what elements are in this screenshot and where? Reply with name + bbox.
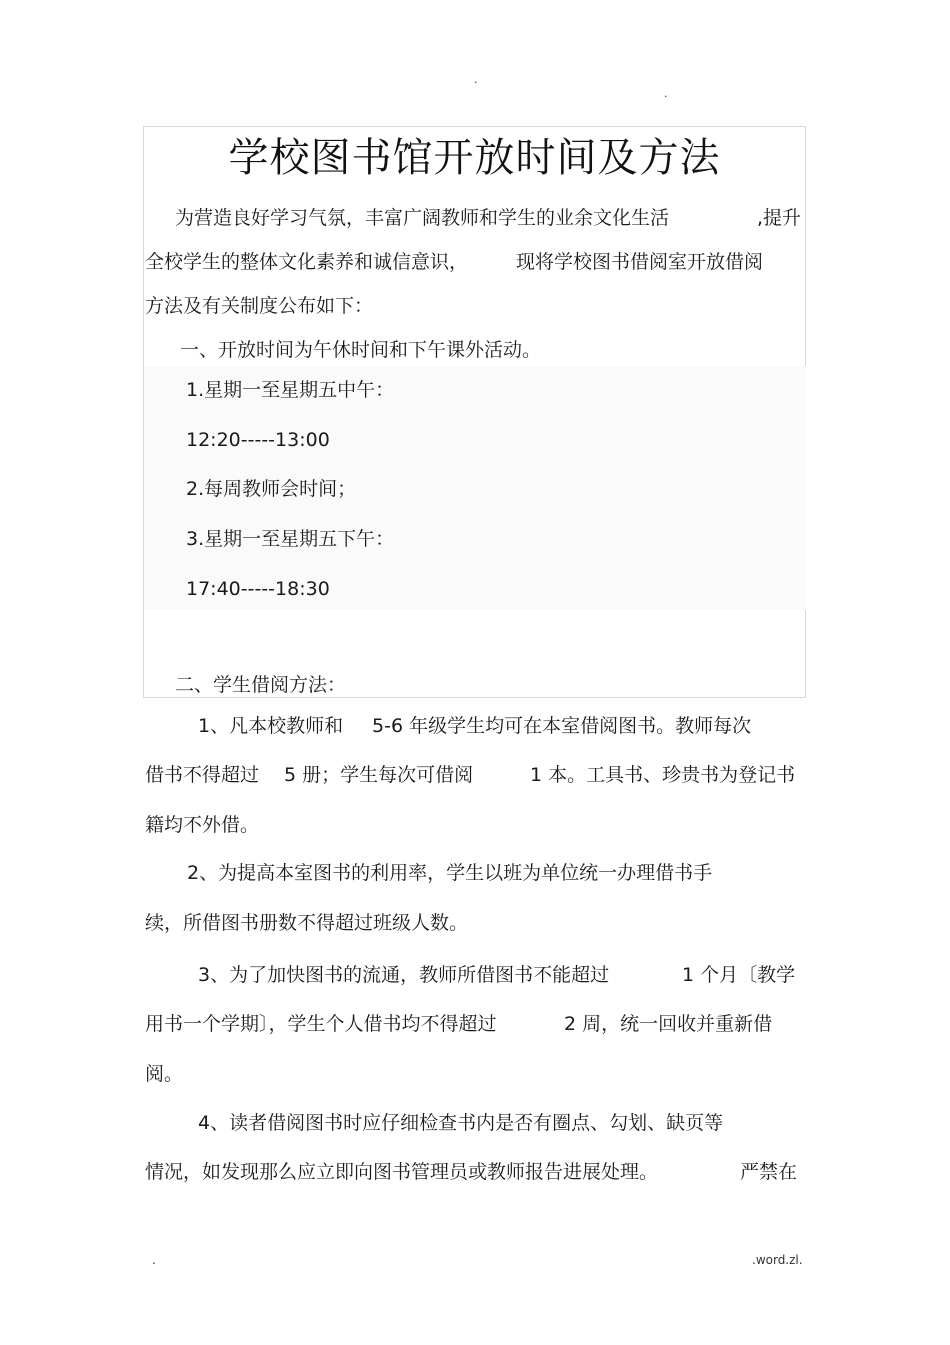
- rule1-line-3: 籍均不外借。: [145, 814, 260, 836]
- footer-source: .word.zl.: [752, 1253, 803, 1267]
- rule2-line-1: 2、为提高本室图书的利用率，学生以班为单位统一办理借书手: [187, 862, 713, 884]
- footer-left-mark: .: [152, 1253, 156, 1267]
- rule3-line-2a: 用书一个学期〕，学生个人借书均不得超过: [145, 1013, 497, 1035]
- intro-line-2-tail: 现将学校图书借阅室开放借阅: [516, 251, 764, 273]
- schedule-time-noon: 12:20-----13:00: [186, 429, 330, 451]
- rule1-line-2b: 5 册；学生每次可借阅: [284, 764, 474, 786]
- intro-line-3: 方法及有关制度公布如下：: [145, 295, 374, 317]
- rule3-line-2b: 2 周，统一回收并重新借: [564, 1013, 773, 1035]
- section2-heading: 二、学生借阅方法：: [175, 674, 347, 696]
- section1-heading: 一、开放时间为午休时间和下午课外活动。: [180, 339, 542, 361]
- document-title: 学校图书馆开放时间及方法: [228, 135, 721, 181]
- intro-line-1-tail: ,提升: [757, 207, 802, 229]
- rule1-line-1a: 1、凡本校教师和: [198, 715, 344, 737]
- intro-line-1: 为营造良好学习气氛，丰富广阔教师和学生的业余文化生活: [175, 207, 670, 229]
- header-mark-2: .: [664, 87, 668, 100]
- rule3-line-1a: 3、为了加快图书的流通，教师所借图书不能超过: [198, 964, 610, 986]
- rule4-line-2b: 严禁在: [740, 1161, 798, 1183]
- header-mark-1: .: [474, 73, 478, 86]
- rule4-line-2a: 情况，如发现那么应立即向图书管理员或教师报告进展处理。: [145, 1161, 659, 1183]
- schedule-item-1: 1.星期一至星期五中午：: [186, 379, 395, 401]
- rule3-line-1b: 1 个月〔教学: [682, 964, 796, 986]
- rule1-line-2a: 借书不得超过: [145, 764, 260, 786]
- intro-line-2: 全校学生的整体文化素养和诚信意识，: [145, 251, 469, 273]
- rule1-line-2c: 1 本。工具书、珍贵书为登记书: [530, 764, 796, 786]
- rule4-line-1: 4、读者借阅图书时应仔细检查书内是否有圈点、勾划、缺页等: [198, 1112, 724, 1134]
- rule1-line-1b: 5-6 年级学生均可在本室借阅图书。教师每次: [372, 715, 752, 737]
- schedule-time-afternoon: 17:40-----18:30: [186, 578, 330, 600]
- schedule-item-3: 3.星期一至星期五下午：: [186, 528, 395, 550]
- rule3-line-3: 阅。: [145, 1063, 184, 1085]
- schedule-item-2: 2.每周教师会时间；: [186, 478, 357, 500]
- rule2-line-2: 续，所借图书册数不得超过班级人数。: [145, 912, 469, 934]
